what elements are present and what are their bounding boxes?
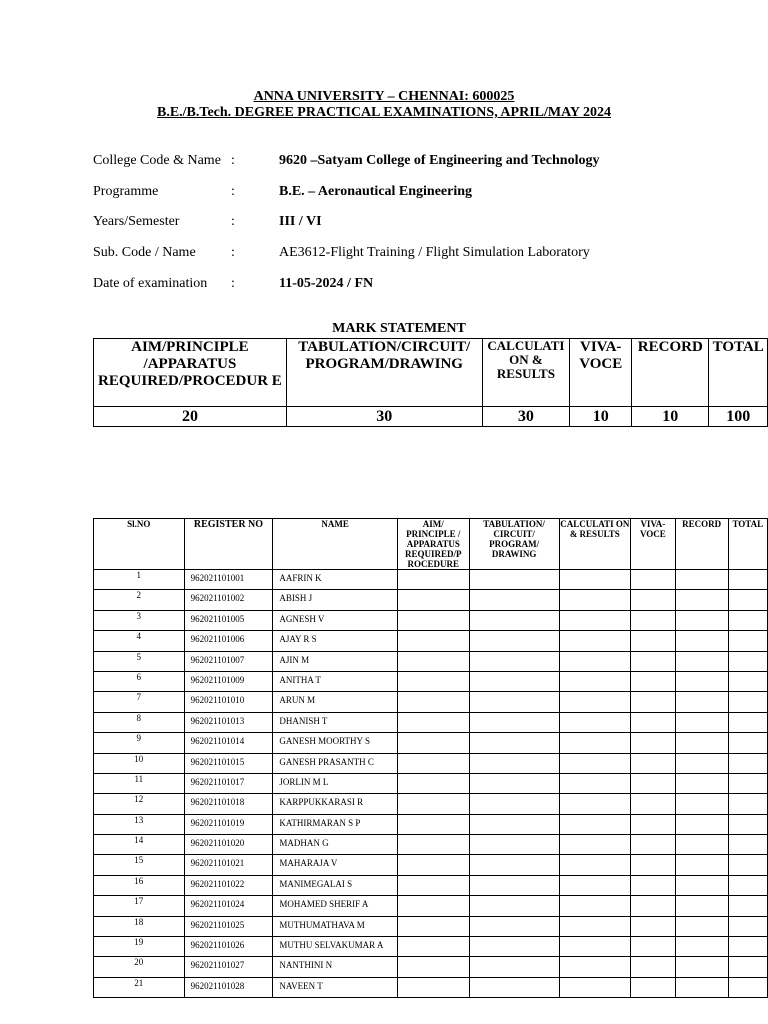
calculation-mark-cell xyxy=(559,570,631,590)
tabulation-mark-cell xyxy=(469,651,559,671)
viva-mark-cell xyxy=(631,773,676,793)
aim-mark-cell xyxy=(397,712,469,732)
register-no-cell: 962021101028 xyxy=(184,977,273,997)
table-row xyxy=(94,835,768,855)
aim-mark-cell xyxy=(397,570,469,590)
register-no-cell: 962021101010 xyxy=(184,692,273,712)
table-row xyxy=(94,692,768,712)
aim-mark-cell xyxy=(397,631,469,651)
total-mark-cell xyxy=(728,590,767,610)
info-label: Years/Semester xyxy=(93,214,180,229)
name-cell: ABISH J xyxy=(273,590,398,610)
tabulation-mark-cell xyxy=(469,916,559,936)
calculation-mark-cell xyxy=(559,896,631,916)
viva-mark-cell xyxy=(631,570,676,590)
tabulation-mark-cell xyxy=(469,957,559,977)
register-no-cell: 962021101006 xyxy=(184,631,273,651)
register-no-cell: 962021101005 xyxy=(184,610,273,630)
mark-values-row xyxy=(94,407,768,427)
name-cell: AAFRIN K xyxy=(273,570,398,590)
header-viva: VIVA- VOCE xyxy=(631,519,676,570)
record-mark-cell xyxy=(675,916,728,936)
info-row-programme xyxy=(93,183,733,201)
total-mark-cell xyxy=(728,733,767,753)
header-aim: AIM/ PRINCIPLE / APPARATUS REQUIRED/P ROCEDURE xyxy=(397,519,469,570)
register-no-cell: 962021101026 xyxy=(184,937,273,957)
name-cell: MUTHUMATHAVA M xyxy=(273,916,398,936)
record-mark-cell xyxy=(675,610,728,630)
register-no-cell: 962021101002 xyxy=(184,590,273,610)
aim-mark-cell xyxy=(397,937,469,957)
slno-cell: 16 xyxy=(94,875,185,895)
table-row xyxy=(94,753,768,773)
exam-title: B.E./B.Tech. DEGREE PRACTICAL EXAMINATIONS, APRIL/MAY 2024 xyxy=(156,105,612,120)
viva-mark-cell xyxy=(631,835,676,855)
slno-cell: 20 xyxy=(94,957,185,977)
tabulation-mark-cell xyxy=(469,977,559,997)
aim-mark-cell xyxy=(397,814,469,834)
tabulation-mark-cell xyxy=(469,875,559,895)
viva-mark-cell xyxy=(631,855,676,875)
record-mark-cell xyxy=(675,977,728,997)
calculation-mark-cell xyxy=(559,773,631,793)
total-mark-cell xyxy=(728,631,767,651)
register-no-cell: 962021101025 xyxy=(184,916,273,936)
student-marks-table xyxy=(93,518,768,998)
mark-header-cell: CALCULATI ON & RESULTS xyxy=(482,339,570,407)
name-cell: AGNESH V xyxy=(273,610,398,630)
aim-mark-cell xyxy=(397,753,469,773)
tabulation-mark-cell xyxy=(469,733,559,753)
name-cell: NAVEEN T xyxy=(273,977,398,997)
viva-mark-cell xyxy=(631,916,676,936)
slno-cell: 8 xyxy=(94,712,185,732)
info-colon: : xyxy=(231,214,235,229)
name-cell: ARUN M xyxy=(273,692,398,712)
info-colon: : xyxy=(231,184,235,199)
calculation-mark-cell xyxy=(559,631,631,651)
slno-cell: 6 xyxy=(94,671,185,691)
record-mark-cell xyxy=(675,590,728,610)
info-value: AE3612-Flight Training / Flight Simulation Laboratory xyxy=(279,245,590,260)
table-row xyxy=(94,631,768,651)
viva-mark-cell xyxy=(631,957,676,977)
tabulation-mark-cell xyxy=(469,794,559,814)
table-row xyxy=(94,651,768,671)
viva-mark-cell xyxy=(631,896,676,916)
register-no-cell: 962021101022 xyxy=(184,875,273,895)
mark-value-cell: 30 xyxy=(286,407,482,427)
calculation-mark-cell xyxy=(559,835,631,855)
record-mark-cell xyxy=(675,753,728,773)
slno-cell: 2 xyxy=(94,590,185,610)
slno-cell: 1 xyxy=(94,570,185,590)
total-mark-cell xyxy=(728,814,767,834)
slno-cell: 17 xyxy=(94,896,185,916)
calculation-mark-cell xyxy=(559,937,631,957)
record-mark-cell xyxy=(675,794,728,814)
info-value: B.E. – Aeronautical Engineering xyxy=(279,184,473,199)
calculation-mark-cell xyxy=(559,651,631,671)
mark-header-cell: AIM/PRINCIPLE /APPARATUS REQUIRED/PROCEDUR E xyxy=(94,339,287,407)
table-row xyxy=(94,794,768,814)
viva-mark-cell xyxy=(631,651,676,671)
tabulation-mark-cell xyxy=(469,855,559,875)
header-total: TOTAL xyxy=(728,519,767,570)
slno-cell: 21 xyxy=(94,977,185,997)
name-cell: NANTHINI N xyxy=(273,957,398,977)
total-mark-cell xyxy=(728,610,767,630)
calculation-mark-cell xyxy=(559,957,631,977)
total-mark-cell xyxy=(728,855,767,875)
name-cell: MUTHU SELVAKUMAR A xyxy=(273,937,398,957)
university-title: ANNA UNIVERSITY – CHENNAI: 600025 xyxy=(253,89,515,104)
tabulation-mark-cell xyxy=(469,590,559,610)
table-row xyxy=(94,590,768,610)
viva-mark-cell xyxy=(631,733,676,753)
tabulation-mark-cell xyxy=(469,712,559,732)
name-cell: MAHARAJA V xyxy=(273,855,398,875)
tabulation-mark-cell xyxy=(469,896,559,916)
slno-cell: 15 xyxy=(94,855,185,875)
record-mark-cell xyxy=(675,773,728,793)
register-no-cell: 962021101015 xyxy=(184,753,273,773)
viva-mark-cell xyxy=(631,631,676,651)
record-mark-cell xyxy=(675,855,728,875)
student-header-row xyxy=(94,519,768,570)
table-row xyxy=(94,875,768,895)
record-mark-cell xyxy=(675,651,728,671)
info-colon: : xyxy=(231,153,235,168)
record-mark-cell xyxy=(675,875,728,895)
tabulation-mark-cell xyxy=(469,753,559,773)
mark-statement-table xyxy=(93,338,768,427)
name-cell: GANESH PRASANTH C xyxy=(273,753,398,773)
aim-mark-cell xyxy=(397,957,469,977)
calculation-mark-cell xyxy=(559,855,631,875)
table-row xyxy=(94,671,768,691)
register-no-cell: 962021101014 xyxy=(184,733,273,753)
name-cell: ANITHA T xyxy=(273,671,398,691)
mark-header-row xyxy=(94,339,768,407)
mark-value-cell: 10 xyxy=(632,407,709,427)
calculation-mark-cell xyxy=(559,814,631,834)
viva-mark-cell xyxy=(631,692,676,712)
tabulation-mark-cell xyxy=(469,937,559,957)
total-mark-cell xyxy=(728,957,767,977)
table-row xyxy=(94,896,768,916)
viva-mark-cell xyxy=(631,753,676,773)
info-label: Date of examination xyxy=(93,276,208,291)
viva-mark-cell xyxy=(631,937,676,957)
aim-mark-cell xyxy=(397,855,469,875)
name-cell: JORLIN M L xyxy=(273,773,398,793)
record-mark-cell xyxy=(675,814,728,834)
name-cell: MOHAMED SHERIF A xyxy=(273,896,398,916)
header-register-no: REGISTER NO xyxy=(184,519,273,570)
aim-mark-cell xyxy=(397,977,469,997)
aim-mark-cell xyxy=(397,590,469,610)
aim-mark-cell xyxy=(397,773,469,793)
aim-mark-cell xyxy=(397,671,469,691)
info-row-date xyxy=(93,275,733,293)
mark-header-cell: VIVA- VOCE xyxy=(570,339,632,407)
record-mark-cell xyxy=(675,570,728,590)
info-value: III / VI xyxy=(279,214,322,229)
viva-mark-cell xyxy=(631,875,676,895)
table-row xyxy=(94,733,768,753)
calculation-mark-cell xyxy=(559,875,631,895)
tabulation-mark-cell xyxy=(469,814,559,834)
table-row xyxy=(94,773,768,793)
register-no-cell: 962021101018 xyxy=(184,794,273,814)
register-no-cell: 962021101027 xyxy=(184,957,273,977)
aim-mark-cell xyxy=(397,692,469,712)
slno-cell: 10 xyxy=(94,753,185,773)
info-label: College Code & Name xyxy=(93,153,221,168)
header-tabulation: TABULATION/ CIRCUIT/ PROGRAM/ DRAWING xyxy=(469,519,559,570)
calculation-mark-cell xyxy=(559,590,631,610)
header-name: NAME xyxy=(273,519,398,570)
record-mark-cell xyxy=(675,712,728,732)
viva-mark-cell xyxy=(631,794,676,814)
tabulation-mark-cell xyxy=(469,692,559,712)
viva-mark-cell xyxy=(631,610,676,630)
total-mark-cell xyxy=(728,671,767,691)
name-cell: AJIN M xyxy=(273,651,398,671)
register-no-cell: 962021101013 xyxy=(184,712,273,732)
calculation-mark-cell xyxy=(559,977,631,997)
slno-cell: 14 xyxy=(94,835,185,855)
register-no-cell: 962021101024 xyxy=(184,896,273,916)
record-mark-cell xyxy=(675,631,728,651)
aim-mark-cell xyxy=(397,651,469,671)
mark-statement-title: MARK STATEMENT xyxy=(332,321,466,336)
slno-cell: 4 xyxy=(94,631,185,651)
total-mark-cell xyxy=(728,896,767,916)
name-cell: KARPPUKKARASI R xyxy=(273,794,398,814)
mark-value-cell: 30 xyxy=(482,407,570,427)
aim-mark-cell xyxy=(397,733,469,753)
total-mark-cell xyxy=(728,651,767,671)
table-row xyxy=(94,814,768,834)
calculation-mark-cell xyxy=(559,712,631,732)
register-no-cell: 962021101017 xyxy=(184,773,273,793)
table-row xyxy=(94,916,768,936)
aim-mark-cell xyxy=(397,896,469,916)
name-cell: DHANISH T xyxy=(273,712,398,732)
name-cell: KATHIRMARAN S P xyxy=(273,814,398,834)
table-row xyxy=(94,570,768,590)
tabulation-mark-cell xyxy=(469,570,559,590)
mark-header-cell: TABULATION/CIRCUIT/ PROGRAM/DRAWING xyxy=(286,339,482,407)
total-mark-cell xyxy=(728,835,767,855)
total-mark-cell xyxy=(728,570,767,590)
name-cell: AJAY R S xyxy=(273,631,398,651)
register-no-cell: 962021101020 xyxy=(184,835,273,855)
aim-mark-cell xyxy=(397,835,469,855)
name-cell: MANIMEGALAI S xyxy=(273,875,398,895)
viva-mark-cell xyxy=(631,671,676,691)
total-mark-cell xyxy=(728,753,767,773)
record-mark-cell xyxy=(675,692,728,712)
viva-mark-cell xyxy=(631,712,676,732)
info-value: 11-05-2024 / FN xyxy=(279,276,374,291)
info-row-college xyxy=(93,152,733,170)
header-record: RECORD xyxy=(675,519,728,570)
slno-cell: 9 xyxy=(94,733,185,753)
info-label: Sub. Code / Name xyxy=(93,245,196,260)
aim-mark-cell xyxy=(397,875,469,895)
tabulation-mark-cell xyxy=(469,671,559,691)
aim-mark-cell xyxy=(397,794,469,814)
slno-cell: 11 xyxy=(94,773,185,793)
name-cell: GANESH MOORTHY S xyxy=(273,733,398,753)
total-mark-cell xyxy=(728,916,767,936)
total-mark-cell xyxy=(728,875,767,895)
register-no-cell: 962021101001 xyxy=(184,570,273,590)
aim-mark-cell xyxy=(397,916,469,936)
mark-header-cell: RECORD xyxy=(632,339,709,407)
viva-mark-cell xyxy=(631,977,676,997)
total-mark-cell xyxy=(728,773,767,793)
calculation-mark-cell xyxy=(559,916,631,936)
tabulation-mark-cell xyxy=(469,773,559,793)
table-row xyxy=(94,957,768,977)
record-mark-cell xyxy=(675,671,728,691)
table-row xyxy=(94,937,768,957)
record-mark-cell xyxy=(675,733,728,753)
calculation-mark-cell xyxy=(559,692,631,712)
slno-cell: 18 xyxy=(94,916,185,936)
header-calculation: CALCULATI ON & RESULTS xyxy=(559,519,631,570)
record-mark-cell xyxy=(675,896,728,916)
record-mark-cell xyxy=(675,835,728,855)
info-row-semester xyxy=(93,213,733,231)
tabulation-mark-cell xyxy=(469,835,559,855)
slno-cell: 3 xyxy=(94,610,185,630)
calculation-mark-cell xyxy=(559,794,631,814)
slno-cell: 5 xyxy=(94,651,185,671)
total-mark-cell xyxy=(728,692,767,712)
table-row xyxy=(94,610,768,630)
calculation-mark-cell xyxy=(559,733,631,753)
slno-cell: 13 xyxy=(94,814,185,834)
register-no-cell: 962021101009 xyxy=(184,671,273,691)
total-mark-cell xyxy=(728,977,767,997)
info-label: Programme xyxy=(93,184,159,199)
info-colon: : xyxy=(231,276,235,291)
calculation-mark-cell xyxy=(559,671,631,691)
total-mark-cell xyxy=(728,937,767,957)
slno-cell: 7 xyxy=(94,692,185,712)
calculation-mark-cell xyxy=(559,610,631,630)
aim-mark-cell xyxy=(397,610,469,630)
table-row xyxy=(94,855,768,875)
total-mark-cell xyxy=(728,794,767,814)
header-slno: Sl.NO xyxy=(94,519,185,570)
viva-mark-cell xyxy=(631,814,676,834)
mark-value-cell: 10 xyxy=(570,407,632,427)
total-mark-cell xyxy=(728,712,767,732)
register-no-cell: 962021101019 xyxy=(184,814,273,834)
info-row-subject xyxy=(93,244,733,262)
table-row xyxy=(94,977,768,997)
mark-value-cell: 20 xyxy=(94,407,287,427)
register-no-cell: 962021101021 xyxy=(184,855,273,875)
name-cell: MADHAN G xyxy=(273,835,398,855)
record-mark-cell xyxy=(675,937,728,957)
calculation-mark-cell xyxy=(559,753,631,773)
viva-mark-cell xyxy=(631,590,676,610)
tabulation-mark-cell xyxy=(469,631,559,651)
mark-header-cell: TOTAL xyxy=(709,339,768,407)
record-mark-cell xyxy=(675,957,728,977)
register-no-cell: 962021101007 xyxy=(184,651,273,671)
info-value: 9620 –Satyam College of Engineering and Technology xyxy=(279,153,600,168)
tabulation-mark-cell xyxy=(469,610,559,630)
mark-value-cell: 100 xyxy=(709,407,768,427)
info-colon: : xyxy=(231,245,235,260)
slno-cell: 19 xyxy=(94,937,185,957)
slno-cell: 12 xyxy=(94,794,185,814)
table-row xyxy=(94,712,768,732)
